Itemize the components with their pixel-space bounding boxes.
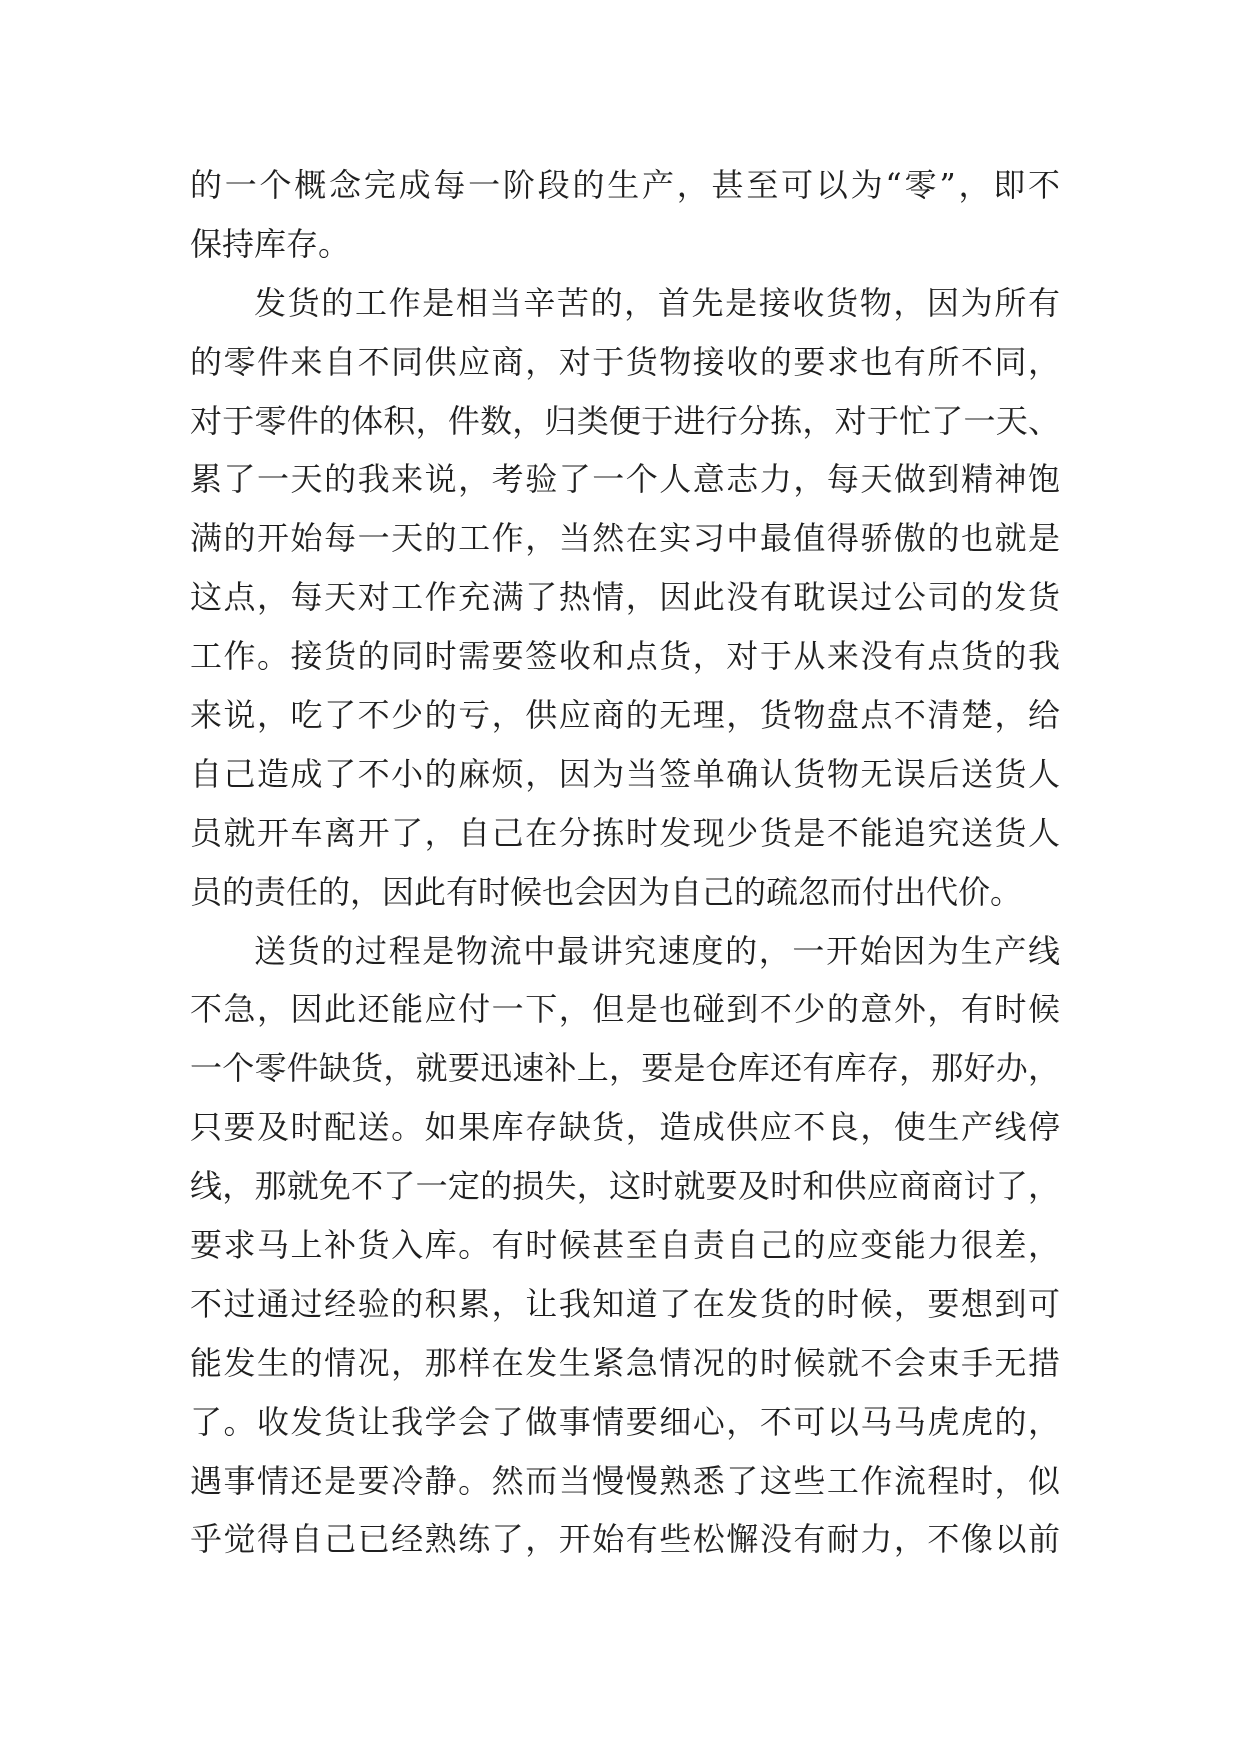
text-line: 工作。接货的同时需要签收和点货，对于从来没有点货的我 (190, 637, 1060, 676)
text-line: 不急，因此还能应付一下，但是也碰到不少的意外，有时候 (190, 990, 1060, 1029)
text-line: 送货的过程是物流中最讲究速度的，一开始因为生产线 (254, 931, 1060, 970)
text-line: 乎觉得自己已经熟练了，开始有些松懈没有耐力，不像以前 (190, 1520, 1060, 1559)
text-line: 线，那就免不了一定的损失，这时就要及时和供应商商讨了， (190, 1167, 1060, 1206)
text-line: 不过通过经验的积累，让我知道了在发货的时候，要想到可 (190, 1284, 1060, 1323)
text-line: 保持库存。 (190, 224, 351, 263)
text-line: 要求马上补货入库。有时候甚至自责自己的应变能力很差， (190, 1226, 1060, 1265)
text-line: 对于零件的体积，件数，归类便于进行分拣，对于忙了一天、 (190, 401, 1060, 440)
text-line: 一个零件缺货，就要迅速补上，要是仓库还有库存，那好办， (190, 1049, 1060, 1088)
text-line: 这点，每天对工作充满了热情，因此没有耽误过公司的发货 (190, 578, 1060, 617)
text-line: 了。收发货让我学会了做事情要细心，不可以马马虎虎的， (190, 1402, 1060, 1441)
text-line: 只要及时配送。如果库存缺货，造成供应不良，使生产线停 (190, 1108, 1060, 1147)
text-line: 的一个概念完成每一阶段的生产，甚至可以为“零”，即不 (190, 166, 1060, 204)
text-line: 来说，吃了不少的亏，供应商的无理，货物盘点不清楚，给 (190, 696, 1060, 735)
text-line: 遇事情还是要冷静。然而当慢慢熟悉了这些工作流程时，似 (190, 1461, 1060, 1500)
text-line: 发货的工作是相当辛苦的，首先是接收货物，因为所有 (254, 283, 1060, 322)
text-line: 能发生的情况，那样在发生紧急情况的时候就不会束手无措 (190, 1343, 1060, 1382)
text-line: 累了一天的我来说，考验了一个人意志力，每天做到精神饱 (190, 460, 1060, 499)
body-text (190, 156, 1060, 1569)
text-line: 员的责任的，因此有时候也会因为自己的疏忽而付出代价。 (190, 872, 1023, 911)
text-line: 员就开车离开了，自己在分拣时发现少货是不能追究送货人 (190, 813, 1060, 852)
text-line: 自己造成了不小的麻烦，因为当签单确认货物无误后送货人 (190, 754, 1060, 793)
text-line: 的零件来自不同供应商，对于货物接收的要求也有所不同， (190, 342, 1060, 381)
text-line: 满的开始每一天的工作，当然在实习中最值得骄傲的也就是 (190, 519, 1060, 558)
